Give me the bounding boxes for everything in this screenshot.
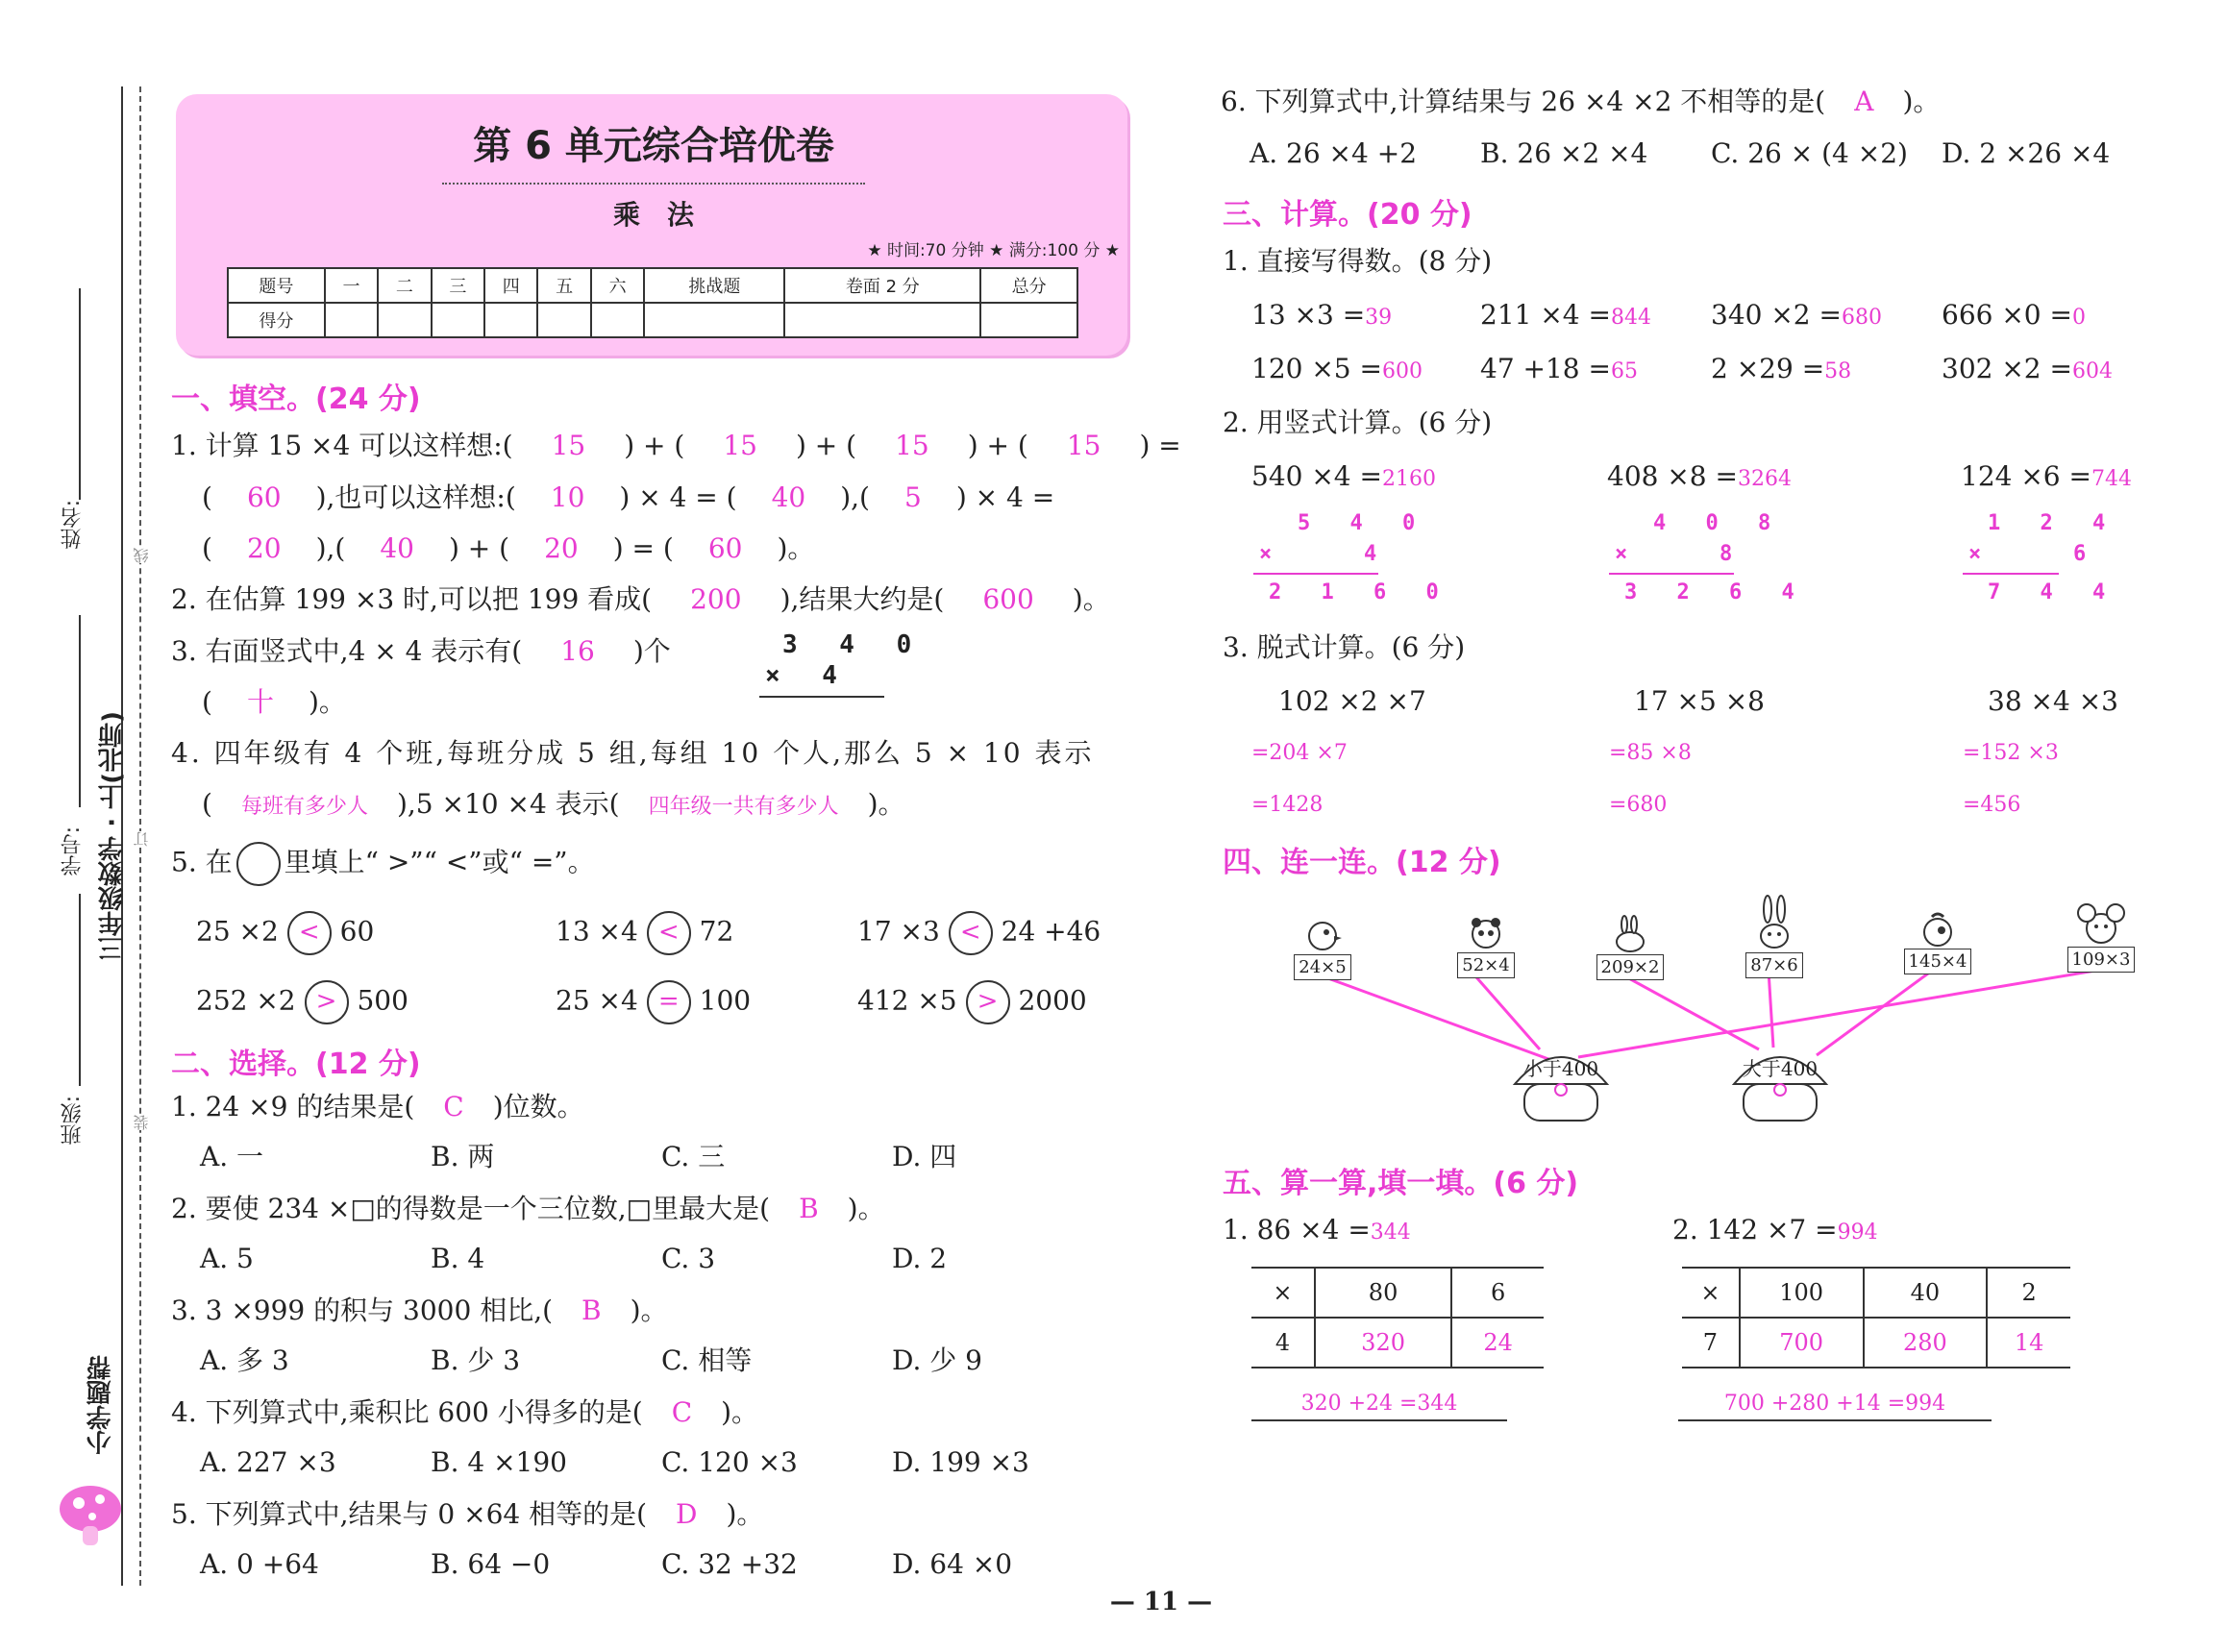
score-input[interactable] <box>325 303 378 337</box>
text: 666 ×0 = <box>1942 299 2072 331</box>
s1-q3-line2 <box>202 685 346 720</box>
score-input[interactable] <box>484 303 537 337</box>
answer: 5 <box>903 481 922 513</box>
vertical-line <box>1253 573 1378 575</box>
score-cell: 四 <box>484 268 537 303</box>
s5-q2 <box>1672 1213 1878 1250</box>
option[interactable]: A. 5 <box>200 1243 254 1274</box>
direct-item <box>1480 298 1651 335</box>
s1-q1-line2 <box>202 481 1054 515</box>
step-2: =680 <box>1609 793 1668 817</box>
comparison-item <box>857 911 1101 955</box>
xian-label: 线 <box>133 548 151 563</box>
expression-box: 52×4 <box>1457 952 1514 978</box>
animal-item-6[interactable] <box>2043 901 2159 970</box>
section5-title: 五、算一算,填一填。(6 分) <box>1223 1167 1579 1200</box>
option[interactable]: B. 两 <box>431 1141 495 1172</box>
answer: 58 <box>1824 359 1852 383</box>
text: )。 <box>721 1396 759 1428</box>
text: ) = ( <box>612 532 674 564</box>
text: ( <box>202 481 212 513</box>
s3-part2-title: 2. 用竖式计算。(6 分) <box>1223 407 1493 438</box>
option[interactable]: D. 2 <box>892 1243 948 1274</box>
option[interactable]: A. 一 <box>200 1141 264 1172</box>
text: )。 <box>777 532 815 564</box>
table-row <box>1682 1268 2070 1318</box>
text: ),( <box>840 481 870 513</box>
score-cell: 挑战题 <box>644 268 784 303</box>
text: )。 <box>726 1498 764 1530</box>
expression-box: 145×4 <box>1904 949 1972 974</box>
text: 2. 在估算 199 ×3 时,可以把 199 看成( <box>171 583 653 615</box>
text: 124 ×6 = <box>1961 460 2091 492</box>
text: 24 +46 <box>1001 915 1101 948</box>
section3-title: 三、计算。(20 分) <box>1223 198 1472 232</box>
text: ) × 4 = ( <box>619 481 737 513</box>
answer-circle[interactable]: > <box>966 980 1010 1024</box>
table-cell: 4 <box>1251 1318 1315 1368</box>
answer: 600 <box>1381 359 1423 383</box>
s1-q2 <box>171 582 1110 617</box>
text: ) + ( <box>624 430 685 461</box>
expression-box: 87×6 <box>1745 952 1802 978</box>
text: ( <box>202 532 212 564</box>
comparison-item <box>857 980 1087 1024</box>
page-title: 第 6 单元综合培优卷 <box>473 124 834 168</box>
comparison-item <box>196 911 374 955</box>
table-row <box>1251 1318 1544 1368</box>
section1-title: 一、填空。(24 分) <box>171 382 421 416</box>
option[interactable]: B. 64 −0 <box>431 1548 551 1580</box>
text: ( <box>202 788 212 820</box>
text: 500 <box>357 984 408 1017</box>
option[interactable]: B. 4 <box>431 1243 485 1274</box>
exam-info: ★ 时间:70 分钟 ★ 满分:100 分 ★ <box>867 241 1120 260</box>
text: 72 <box>699 915 734 948</box>
text: )。 <box>847 1193 885 1224</box>
animal-item-4[interactable] <box>1717 894 1832 975</box>
rabbit-icon <box>1753 894 1795 951</box>
text: 2. 142 ×7 = <box>1672 1214 1838 1245</box>
direct-item <box>1251 298 1392 335</box>
text: )。 <box>867 788 905 820</box>
option[interactable]: C. 120 ×3 <box>661 1446 798 1478</box>
option[interactable]: A. 0 +64 <box>200 1548 319 1580</box>
question-text <box>1221 85 1940 119</box>
text: 13 ×3 = <box>1251 299 1366 331</box>
answer: 39 <box>1365 306 1393 330</box>
option[interactable]: D. 四 <box>892 1141 957 1172</box>
table-answer: 320 <box>1315 1318 1451 1368</box>
grade-label: 三年级数学 · 上(北师) <box>98 711 127 961</box>
text: ),( <box>315 532 346 564</box>
direct-item <box>1711 352 1851 389</box>
answer: 0 <box>2071 306 2086 330</box>
question-text <box>171 1192 885 1226</box>
text: 13 ×4 <box>556 915 638 948</box>
text: 211 ×4 = <box>1480 299 1611 331</box>
answer: 600 <box>982 583 1034 615</box>
table-answer: 280 <box>1864 1318 1988 1368</box>
option[interactable]: C. 三 <box>661 1141 726 1172</box>
table-cell: × <box>1251 1268 1315 1318</box>
comparison-item <box>556 980 751 1024</box>
text: 5. 在 <box>171 846 233 878</box>
vertical-line <box>1609 573 1734 575</box>
text: 3. 右面竖式中,4 × 4 表示有( <box>171 635 523 667</box>
score-cell: 题号 <box>228 268 325 303</box>
section2-title: 二、选择。(12 分) <box>171 1048 421 1081</box>
option[interactable]: B. 4 ×190 <box>431 1446 567 1478</box>
step-1: =152 ×3 <box>1963 741 2059 765</box>
text: 2000 <box>1018 984 1087 1017</box>
step-2: =456 <box>1963 793 2021 817</box>
text: 540 ×4 = <box>1251 460 1382 492</box>
answer: 344 <box>1370 1221 1411 1245</box>
answer: 四年级一共有多少人 <box>648 795 839 819</box>
answer: 15 <box>1066 430 1101 461</box>
animal-item-5[interactable] <box>1880 909 1995 972</box>
animal-item-1[interactable] <box>1265 915 1380 977</box>
text: )。 <box>630 1294 668 1326</box>
answer: B <box>581 1294 602 1326</box>
answer-circle[interactable]: < <box>949 911 993 955</box>
text: ) = <box>1139 430 1181 461</box>
text: 25 ×4 <box>556 984 638 1017</box>
panda-icon <box>1467 913 1505 951</box>
page-number: — 11 — <box>1109 1588 1213 1616</box>
score-cell: 三 <box>432 268 484 303</box>
chick-icon <box>1918 909 1957 948</box>
expression-box: 209×2 <box>1596 954 1665 980</box>
table-row <box>1682 1318 2070 1368</box>
s1-q3-vertical-mult: × 4 <box>765 661 851 690</box>
answer: 40 <box>380 532 414 564</box>
score-label: 得分 <box>228 303 325 337</box>
text: 17 ×3 <box>857 915 940 948</box>
answer: 20 <box>544 532 579 564</box>
multiplication-table-1 <box>1251 1267 1544 1368</box>
table-cell: 40 <box>1864 1268 1988 1318</box>
direct-item <box>1711 298 1882 335</box>
text: )。 <box>308 686 346 718</box>
s3-part3-title: 3. 脱式计算。(6 分) <box>1223 631 1466 663</box>
option[interactable]: D. 64 ×0 <box>892 1548 1013 1580</box>
text: )个 <box>632 635 671 667</box>
table-cell: 6 <box>1451 1268 1544 1318</box>
option[interactable]: C. 26 × (4 ×2) <box>1711 137 1908 169</box>
table-cell: 2 <box>1987 1268 2070 1318</box>
score-input[interactable] <box>644 303 784 337</box>
score-input[interactable] <box>980 303 1077 337</box>
score-cell: 二 <box>378 268 431 303</box>
table-cell: 7 <box>1682 1318 1740 1368</box>
vertical-result: 2 1 6 0 <box>1269 580 1452 604</box>
s1-q3-vertical-top: 3 4 0 <box>782 630 926 659</box>
s1-q4-line2 <box>202 787 905 825</box>
score-input[interactable] <box>378 303 431 337</box>
vertical-result: 3 2 6 4 <box>1624 580 1808 604</box>
answer: D <box>676 1498 698 1530</box>
answer-circle[interactable]: < <box>287 911 332 955</box>
option[interactable]: C. 相等 <box>661 1344 753 1376</box>
text: ),结果大约是( <box>779 583 945 615</box>
page-subtitle: 乘 法 <box>612 199 694 231</box>
animal-item-2[interactable] <box>1428 913 1544 975</box>
zhuang-label: 装 <box>133 1115 151 1130</box>
text: )位数。 <box>492 1091 584 1122</box>
table-answer: 24 <box>1451 1318 1544 1368</box>
question-text <box>171 1090 584 1124</box>
text: ),5 ×10 ×4 表示( <box>396 788 620 820</box>
score-table <box>227 267 1078 338</box>
text: 100 <box>699 984 752 1017</box>
text: 2. 要使 234 ×□的得数是一个三位数,□里最大是( <box>171 1193 771 1224</box>
answer: 60 <box>246 481 282 513</box>
answer: 65 <box>1610 359 1638 383</box>
step-2: =1428 <box>1251 793 1324 817</box>
circle-blank-icon <box>236 842 281 886</box>
answer: C <box>443 1091 464 1122</box>
direct-item <box>1480 352 1638 389</box>
text: 4. 下列算式中,乘积比 600 小得多的是( <box>171 1396 643 1428</box>
score-value-row <box>228 303 1077 337</box>
answer: 680 <box>1841 306 1882 330</box>
step-question: 17 ×5 ×8 <box>1634 685 1765 717</box>
connect-lines <box>1250 894 2134 1172</box>
answer: 16 <box>560 635 595 667</box>
vertical-question <box>1961 459 2132 497</box>
vertical-mult: × 4 <box>1259 542 1391 566</box>
option[interactable]: B. 少 3 <box>431 1344 521 1376</box>
text: 60 <box>339 915 375 948</box>
text: 1. 计算 15 ×4 可以这样想:( <box>171 430 513 461</box>
comparison-item <box>556 911 733 955</box>
text: )。 <box>1902 86 1941 117</box>
text: 412 ×5 <box>857 984 957 1017</box>
comparison-item <box>196 980 408 1024</box>
text: ) + ( <box>795 430 857 461</box>
step-question: 38 ×4 ×3 <box>1988 685 2118 717</box>
text: 340 ×2 = <box>1711 299 1842 331</box>
option[interactable]: B. 26 ×2 ×4 <box>1480 137 1648 169</box>
text: ),也可以这样想:( <box>315 481 516 513</box>
vertical-top: 5 4 0 <box>1298 511 1429 535</box>
answer: 每班有多少人 <box>240 795 368 819</box>
score-cell: 卷面 2 分 <box>784 268 980 303</box>
vertical-question <box>1607 459 1792 497</box>
text: )。 <box>1072 583 1110 615</box>
text: 1. 24 ×9 的结果是( <box>171 1091 415 1122</box>
answer: 994 <box>1837 1221 1878 1245</box>
mouse-icon <box>2077 901 2125 946</box>
multiplication-table-2 <box>1682 1267 2070 1368</box>
bird-icon <box>1303 915 1342 953</box>
score-header-row <box>228 268 1077 303</box>
answer-circle[interactable]: < <box>647 911 691 955</box>
answer: B <box>799 1193 819 1224</box>
banji-underline <box>79 894 81 1086</box>
s1-q1-line3 <box>202 531 814 566</box>
step-1: =204 ×7 <box>1251 741 1348 765</box>
text: 1. 86 ×4 = <box>1223 1214 1371 1245</box>
table-row <box>1251 1268 1544 1318</box>
name-label: 姓名: <box>61 500 85 550</box>
table-answer: 700 <box>1740 1318 1864 1368</box>
xuehao-label: 学号: <box>61 826 85 876</box>
answer: 15 <box>895 430 929 461</box>
text: 120 ×5 = <box>1251 353 1382 384</box>
answer: 2160 <box>1381 467 1436 491</box>
option[interactable]: C. 32 +32 <box>661 1548 798 1580</box>
table-cell: 80 <box>1315 1268 1451 1318</box>
text: 252 ×2 <box>196 984 296 1017</box>
answer: 40 <box>771 481 806 513</box>
house-label: 大于400 <box>1742 1057 1819 1080</box>
vertical-mult: × 6 <box>1968 542 2100 566</box>
s1-q3-line1 <box>171 634 671 669</box>
s5-sum-1: 320 +24 =344 <box>1251 1392 1507 1421</box>
answer: 15 <box>723 430 757 461</box>
s3-part1-title: 1. 直接写得数。(8 分) <box>1223 245 1493 277</box>
s1-q5 <box>171 842 595 886</box>
score-cell: 五 <box>537 268 590 303</box>
direct-item <box>1942 298 2086 335</box>
step-1: =85 ×8 <box>1609 741 1692 765</box>
answer: 15 <box>551 430 586 461</box>
answer: 744 <box>2091 467 2132 491</box>
score-input[interactable] <box>591 303 644 337</box>
answer: 604 <box>2071 359 2113 383</box>
vertical-mult: × 8 <box>1615 542 1746 566</box>
vertical-question <box>1251 459 1436 497</box>
text: ) + ( <box>448 532 510 564</box>
ding-label: 订 <box>133 831 151 847</box>
name-underline <box>79 288 81 500</box>
score-input[interactable] <box>784 303 980 337</box>
question-text <box>171 1294 668 1328</box>
score-input[interactable] <box>537 303 590 337</box>
text: 302 ×2 = <box>1942 353 2072 384</box>
text: 3. 3 ×999 的积与 3000 相比,( <box>171 1294 554 1326</box>
option[interactable]: A. 多 3 <box>200 1344 289 1376</box>
vertical-result: 7 4 4 <box>1988 580 2119 604</box>
title-divider <box>442 183 865 185</box>
option[interactable]: A. 227 ×3 <box>200 1446 336 1478</box>
answer: A <box>1854 86 1874 117</box>
score-cell: 六 <box>591 268 644 303</box>
question-text <box>171 1497 763 1532</box>
text: ( <box>202 686 212 718</box>
text: ) + ( <box>967 430 1028 461</box>
question-text <box>171 1395 758 1430</box>
xuehao-underline <box>79 615 81 807</box>
score-input[interactable] <box>432 303 484 337</box>
option[interactable]: D. 少 9 <box>892 1344 982 1376</box>
text: 6. 下列算式中,计算结果与 26 ×4 ×2 不相等的是( <box>1221 86 1826 117</box>
answer: 10 <box>550 481 585 513</box>
score-cell: 总分 <box>980 268 1077 303</box>
s5-q1 <box>1223 1213 1411 1250</box>
vertical-top: 1 2 4 <box>1988 511 2119 535</box>
text: ) × 4 = <box>955 481 1055 513</box>
answer: 3264 <box>1737 467 1792 491</box>
table-cell: × <box>1682 1268 1740 1318</box>
direct-item <box>1942 352 2113 389</box>
vertical-top: 4 0 8 <box>1653 511 1785 535</box>
expression-box: 109×3 <box>2067 947 2136 973</box>
text: 5. 下列算式中,结果与 0 ×64 相等的是( <box>171 1498 648 1530</box>
text: 25 ×2 <box>196 915 279 948</box>
house-label: 小于400 <box>1522 1057 1599 1080</box>
answer-circle[interactable]: = <box>647 980 691 1024</box>
option[interactable]: C. 3 <box>661 1243 716 1274</box>
text: 47 +18 = <box>1480 353 1611 384</box>
text: 2 ×29 = <box>1711 353 1825 384</box>
step-question: 102 ×2 ×7 <box>1278 685 1426 717</box>
score-cell: 一 <box>325 268 378 303</box>
rabbit-icon <box>1611 915 1649 953</box>
text: 408 ×8 = <box>1607 460 1738 492</box>
answer: 844 <box>1610 306 1651 330</box>
s1-q4-line1: 4. 四年级有 4 个班,每班分成 5 组,每组 10 个人,那么 5 × 10 表示 <box>171 737 1095 769</box>
expression-box: 24×5 <box>1294 954 1350 980</box>
option[interactable]: D. 199 ×3 <box>892 1446 1029 1478</box>
answer: 十 <box>246 686 274 718</box>
answer: C <box>671 1396 693 1428</box>
animal-item-3[interactable] <box>1572 915 1688 977</box>
table-cell: 100 <box>1740 1268 1864 1318</box>
mushroom-logo-icon <box>56 1480 125 1549</box>
s1-q1-line1 <box>171 429 1181 463</box>
option[interactable]: A. 26 ×4 +2 <box>1250 137 1418 169</box>
table-answer: 14 <box>1987 1318 2070 1368</box>
logo-text: 小学题帮 <box>87 1355 115 1455</box>
answer-circle[interactable]: > <box>305 980 349 1024</box>
direct-item <box>1251 352 1423 389</box>
text: 里填上“ >”“ <”或“ =”。 <box>284 846 595 878</box>
answer: 20 <box>246 532 282 564</box>
answer: 60 <box>707 532 743 564</box>
s5-sum-2: 700 +280 +14 =994 <box>1678 1392 1992 1421</box>
s1-q3-vertical-line <box>759 696 884 698</box>
banji-label: 班级: <box>61 1096 85 1146</box>
option[interactable]: D. 2 ×26 ×4 <box>1942 137 2111 169</box>
section4-title: 四、连一连。(12 分) <box>1223 846 1501 879</box>
vertical-line <box>1963 573 2059 575</box>
answer: 200 <box>690 583 742 615</box>
